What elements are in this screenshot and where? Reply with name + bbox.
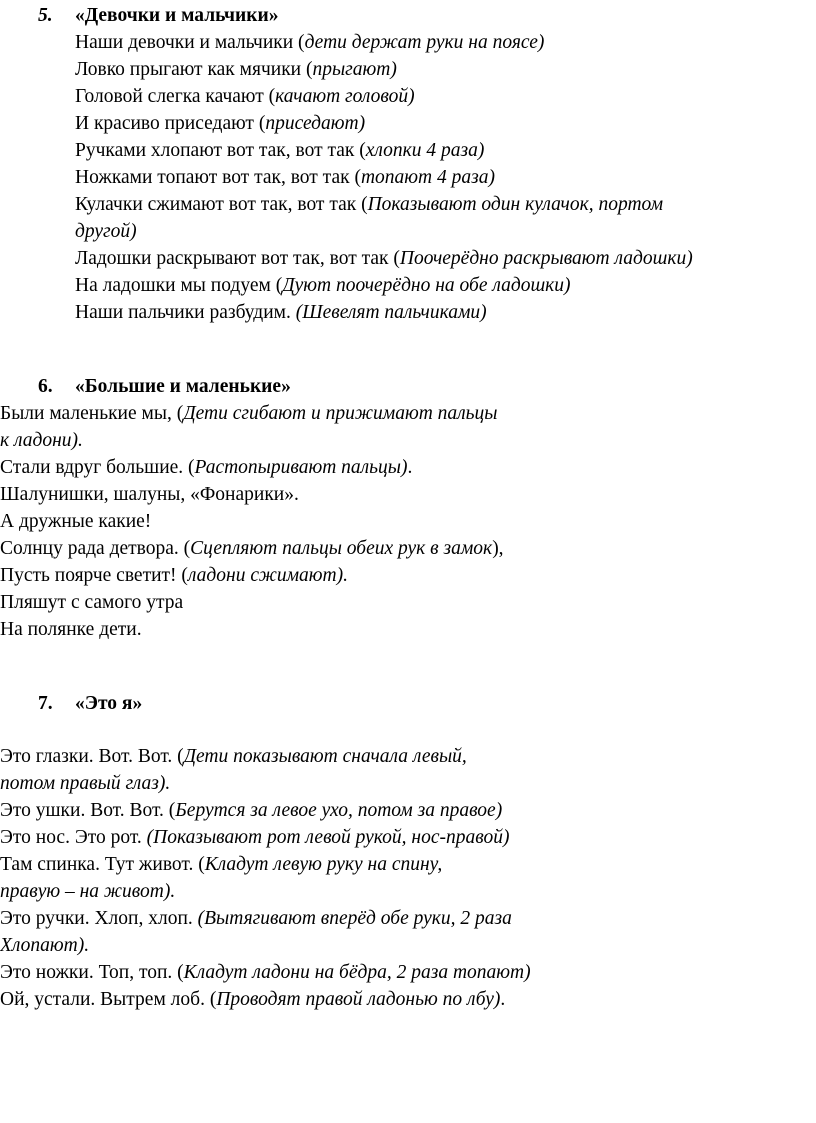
line-text: Ловко прыгают как мячики ( [75,59,313,80]
line-stage-direction: правую – на живот). [0,881,176,902]
s6-line [0,564,348,588]
line-text: Наши девочки и мальчики ( [75,32,305,53]
s5-line [75,301,487,325]
s6-line [0,456,412,480]
line-text: На ладошки мы подуем ( [75,275,283,296]
s7-line [0,880,175,904]
line-text: Там спинка. Тут живот. ( [0,854,205,875]
line-stage-direction: Поочерёдно раскрывают ладошки) [399,248,693,269]
line-stage-direction: Дети показывают сначала левый, [183,746,467,767]
line-text: И красиво приседают ( [75,113,266,134]
s7-line [0,988,505,1012]
section-6-number: 6. [38,376,53,397]
line-text: Это глазки. Вот. Вот. ( [0,746,184,767]
line-text: Пусть поярче светит! ( [0,565,188,586]
s6-line [0,483,299,507]
line-stage-direction: Сцепляют пальцы обеих рук в замок [190,538,493,559]
s6-line [0,402,498,426]
section-7-number: 7. [38,693,53,714]
line-stage-direction: Кладут ладони на бёдра, 2 раза топают) [183,962,531,983]
line-stage-direction: Кладут левую руку на спину, [204,854,443,875]
line-stage-direction: приседают) [265,113,366,134]
line-text: Кулачки сжимают вот так, вот так ( [75,194,368,215]
line-stage-direction: дети держат руки на поясе) [304,32,545,53]
s5-line [75,31,544,55]
line-stage-direction: (Показывают рот левой рукой, нос-правой) [146,827,510,848]
section-6-title: «Большие и маленькие» [75,376,291,397]
line-text: Шалунишки, шалуны, «Фонарики». [0,484,299,505]
line-end-punctuation: . [407,457,413,478]
s6-line [0,510,151,534]
s7-line [0,907,512,931]
line-text: А дружные какие! [0,511,152,532]
line-text: Солнцу рада детвора. ( [0,538,191,559]
s7-line [0,961,531,985]
line-stage-direction: топают 4 раза) [360,167,495,188]
s6-line [0,537,504,561]
s5-line [75,220,137,244]
line-stage-direction: качают головой) [275,86,415,107]
line-text: Стали вдруг большие. ( [0,457,195,478]
line-text: Это нос. Это рот. [0,827,147,848]
line-text: Это ручки. Хлоп, хлоп. [0,908,198,929]
s6-line [0,429,83,453]
s7-line [0,772,170,796]
s6-line [0,591,183,615]
s5-line [75,58,397,82]
line-stage-direction: Дуют поочерёдно на обе ладошки) [282,275,571,296]
line-stage-direction: потом правый глаз). [0,773,171,794]
line-text: Ручками хлопают вот так, вот так ( [75,140,366,161]
s5-line [75,139,484,163]
section-7-title: «Это я» [75,693,143,714]
line-text: Это ушки. Вот. Вот. ( [0,800,176,821]
section-5-title: «Девочки и мальчики» [75,5,279,26]
line-stage-direction: (Шевелят пальчиками) [295,302,487,323]
line-text: Ладошки раскрывают вот так, вот так ( [75,248,400,269]
s5-line [75,247,693,271]
s7-line [0,853,442,877]
line-stage-direction: Показывают один кулачок, портом [367,194,664,215]
s7-line [0,826,509,850]
s5-line [75,193,663,217]
s5-line [75,112,365,136]
s6-line [0,618,142,642]
line-stage-direction: ладони сжимают). [187,565,349,586]
s5-line [75,85,415,109]
line-text: Головой слегка качают ( [75,86,276,107]
line-text: На полянке дети. [0,619,142,640]
line-stage-direction: хлопки 4 раза) [365,140,485,161]
s5-line [75,274,571,298]
line-text: Ножками топают вот так, вот так ( [75,167,361,188]
line-end-punctuation: . [500,989,506,1010]
s5-line [75,166,495,190]
section-5-number: 5. [38,5,53,26]
line-stage-direction: Хлопают). [0,935,90,956]
line-stage-direction: прыгают) [312,59,397,80]
line-text: Ой, устали. Вытрем лоб. ( [0,989,217,1010]
line-text: Пляшут с самого утра [0,592,184,613]
line-text: Наши пальчики разбудим. [75,302,296,323]
line-stage-direction: другой) [75,221,137,242]
s7-line [0,745,467,769]
line-text: Это ножки. Топ, топ. ( [0,962,184,983]
line-stage-direction: (Вытягивают вперёд обе руки, 2 раза [197,908,512,929]
line-stage-direction: к ладони). [0,430,83,451]
line-stage-direction: Проводят правой ладонью по лбу) [216,989,501,1010]
s7-line [0,934,89,958]
s7-line [0,799,502,823]
line-stage-direction: Берутся за левое ухо, потом за правое) [175,800,503,821]
line-end-punctuation: ), [492,538,504,559]
line-text: Были маленькие мы, ( [0,403,184,424]
line-stage-direction: Дети сгибают и прижимают пальцы [183,403,498,424]
line-stage-direction: Растопыривают пальцы) [194,457,408,478]
